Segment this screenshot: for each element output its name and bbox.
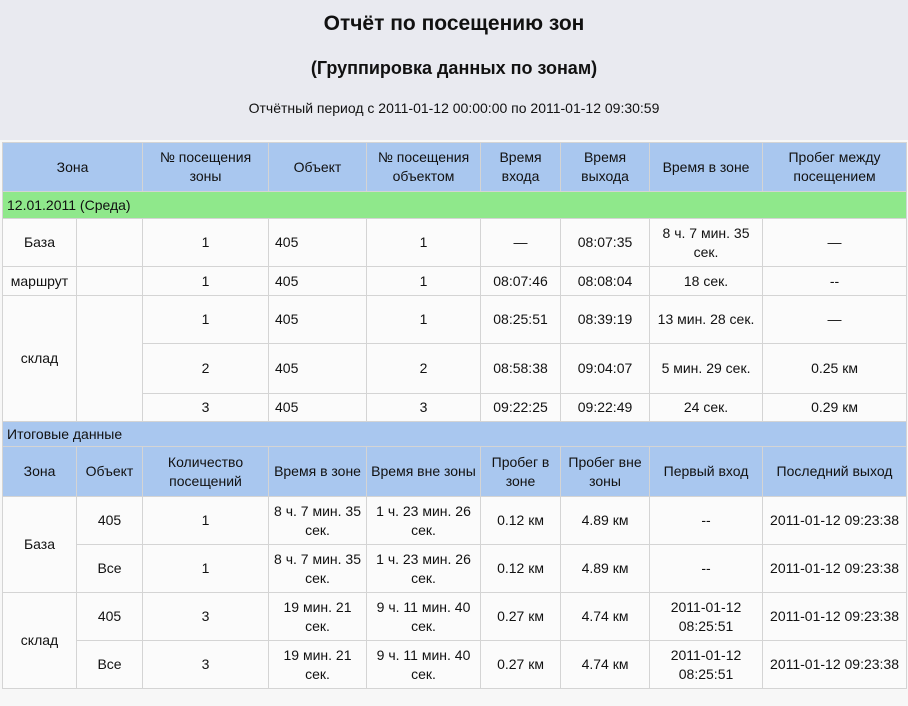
summary-row xyxy=(3,497,907,545)
summary-time-out-cell: 9 ч. 11 мин. 40 сек. xyxy=(367,593,481,641)
enter-time-cell: 08:07:46 xyxy=(481,267,561,296)
summary-object-cell: 405 xyxy=(77,593,143,641)
summary-distance-in-cell: 0.27 км xyxy=(481,641,561,689)
summary-last-exit-cell: 2011-01-12 09:23:38 xyxy=(763,593,907,641)
summary-last-exit-cell: 2011-01-12 09:23:38 xyxy=(763,497,907,545)
table-row xyxy=(3,267,907,296)
summary-header-time-in-zone: Время в зоне xyxy=(269,447,367,497)
enter-time-cell: — xyxy=(481,219,561,267)
summary-count-cell: 1 xyxy=(143,497,269,545)
summary-header-last-exit: Последний выход xyxy=(763,447,907,497)
summary-row xyxy=(3,545,907,593)
report-table xyxy=(2,142,907,689)
summary-header-visit-count: Количество посещений xyxy=(143,447,269,497)
summary-header-distance-in-zone: Пробег в зоне xyxy=(481,447,561,497)
time-in-zone-cell: 18 сек. xyxy=(650,267,763,296)
summary-distance-out-cell: 4.89 км xyxy=(561,497,650,545)
zone-visit-cell: 1 xyxy=(143,219,269,267)
zone-spacer-cell xyxy=(77,267,143,296)
summary-first-entry-cell: -- xyxy=(650,497,763,545)
exit-time-cell: 08:07:35 xyxy=(561,219,650,267)
exit-time-cell: 09:04:07 xyxy=(561,344,650,394)
report-period: Отчётный период с 2011-01-12 00:00:00 по 2011-01-12 09:30:59 xyxy=(248,100,660,116)
summary-count-cell: 1 xyxy=(143,545,269,593)
summary-zone-cell: склад xyxy=(3,593,77,689)
object-cell: 405 xyxy=(269,344,367,394)
time-in-zone-cell: 5 мин. 29 сек. xyxy=(650,344,763,394)
distance-cell: 0.29 км xyxy=(763,394,907,422)
summary-row xyxy=(3,593,907,641)
col-header-exit-time: Время выхода xyxy=(561,143,650,192)
object-cell: 405 xyxy=(269,219,367,267)
summary-header-time-out-zone: Время вне зоны xyxy=(367,447,481,497)
summary-distance-in-cell: 0.12 км xyxy=(481,545,561,593)
page-subtitle: (Группировка данных по зонам) xyxy=(310,58,598,78)
exit-time-cell: 08:39:19 xyxy=(561,296,650,344)
summary-count-cell: 3 xyxy=(143,641,269,689)
summary-last-exit-cell: 2011-01-12 09:23:38 xyxy=(763,641,907,689)
summary-first-entry-cell: 2011-01-12 08:25:51 xyxy=(650,641,763,689)
col-header-zone-visit-number: № посещения зоны xyxy=(143,143,269,192)
col-header-object: Объект xyxy=(269,143,367,192)
summary-distance-in-cell: 0.27 км xyxy=(481,593,561,641)
summary-time-out-cell: 1 ч. 23 мин. 26 сек. xyxy=(367,545,481,593)
summary-header-distance-out-zone: Пробег вне зоны xyxy=(561,447,650,497)
enter-time-cell: 08:25:51 xyxy=(481,296,561,344)
exit-time-cell: 09:22:49 xyxy=(561,394,650,422)
col-header-enter-time: Время входа xyxy=(481,143,561,192)
zone-cell: склад xyxy=(3,296,77,422)
zone-spacer-cell xyxy=(77,219,143,267)
object-cell: 405 xyxy=(269,267,367,296)
time-in-zone-cell: 8 ч. 7 мин. 35 сек. xyxy=(650,219,763,267)
summary-distance-out-cell: 4.74 км xyxy=(561,641,650,689)
summary-time-in-cell: 19 мин. 21 сек. xyxy=(269,593,367,641)
object-visit-cell: 3 xyxy=(367,394,481,422)
distance-cell: 0.25 км xyxy=(763,344,907,394)
report-header xyxy=(0,0,908,140)
zone-visit-cell: 1 xyxy=(143,267,269,296)
exit-time-cell: 08:08:04 xyxy=(561,267,650,296)
object-visit-cell: 1 xyxy=(367,219,481,267)
summary-zone-cell: База xyxy=(3,497,77,593)
table-row xyxy=(3,219,907,267)
object-visit-cell: 2 xyxy=(367,344,481,394)
col-header-distance-between: Пробег между посещением xyxy=(763,143,907,192)
summary-header-zone: Зона xyxy=(3,447,77,497)
summary-time-in-cell: 8 ч. 7 мин. 35 сек. xyxy=(269,497,367,545)
summary-time-in-cell: 8 ч. 7 мин. 35 сек. xyxy=(269,545,367,593)
summary-row xyxy=(3,641,907,689)
summary-header-first-entry: Первый вход xyxy=(650,447,763,497)
zone-spacer-cell xyxy=(77,296,143,422)
object-cell: 405 xyxy=(269,296,367,344)
col-header-time-in-zone: Время в зоне xyxy=(650,143,763,192)
summary-time-in-cell: 19 мин. 21 сек. xyxy=(269,641,367,689)
zone-visit-cell: 1 xyxy=(143,296,269,344)
time-in-zone-cell: 13 мин. 28 сек. xyxy=(650,296,763,344)
summary-object-cell: Все xyxy=(77,641,143,689)
date-group-row: 12.01.2011 (Среда) xyxy=(3,192,907,219)
summary-header-object: Объект xyxy=(77,447,143,497)
distance-cell: -- xyxy=(763,267,907,296)
summary-time-out-cell: 1 ч. 23 мин. 26 сек. xyxy=(367,497,481,545)
object-visit-cell: 1 xyxy=(367,296,481,344)
page-title: Отчёт по посещению зон xyxy=(323,12,585,35)
object-cell: 405 xyxy=(269,394,367,422)
summary-first-entry-cell: -- xyxy=(650,545,763,593)
table-row xyxy=(3,296,907,344)
summary-first-entry-cell: 2011-01-12 08:25:51 xyxy=(650,593,763,641)
zone-cell: маршрут xyxy=(3,267,77,296)
zone-visit-cell: 3 xyxy=(143,394,269,422)
enter-time-cell: 08:58:38 xyxy=(481,344,561,394)
distance-cell: — xyxy=(763,296,907,344)
col-header-object-visit-number: № посещения объектом xyxy=(367,143,481,192)
summary-distance-out-cell: 4.89 км xyxy=(561,545,650,593)
summary-distance-out-cell: 4.74 км xyxy=(561,593,650,641)
summary-object-cell: 405 xyxy=(77,497,143,545)
zone-cell: База xyxy=(3,219,77,267)
distance-cell: — xyxy=(763,219,907,267)
summary-last-exit-cell: 2011-01-12 09:23:38 xyxy=(763,545,907,593)
summary-count-cell: 3 xyxy=(143,593,269,641)
object-visit-cell: 1 xyxy=(367,267,481,296)
col-header-zone: Зона xyxy=(3,143,143,192)
summary-object-cell: Все xyxy=(77,545,143,593)
summary-section-label: Итоговые данные xyxy=(3,422,907,447)
enter-time-cell: 09:22:25 xyxy=(481,394,561,422)
summary-distance-in-cell: 0.12 км xyxy=(481,497,561,545)
zone-visit-cell: 2 xyxy=(143,344,269,394)
time-in-zone-cell: 24 сек. xyxy=(650,394,763,422)
summary-time-out-cell: 9 ч. 11 мин. 40 сек. xyxy=(367,641,481,689)
